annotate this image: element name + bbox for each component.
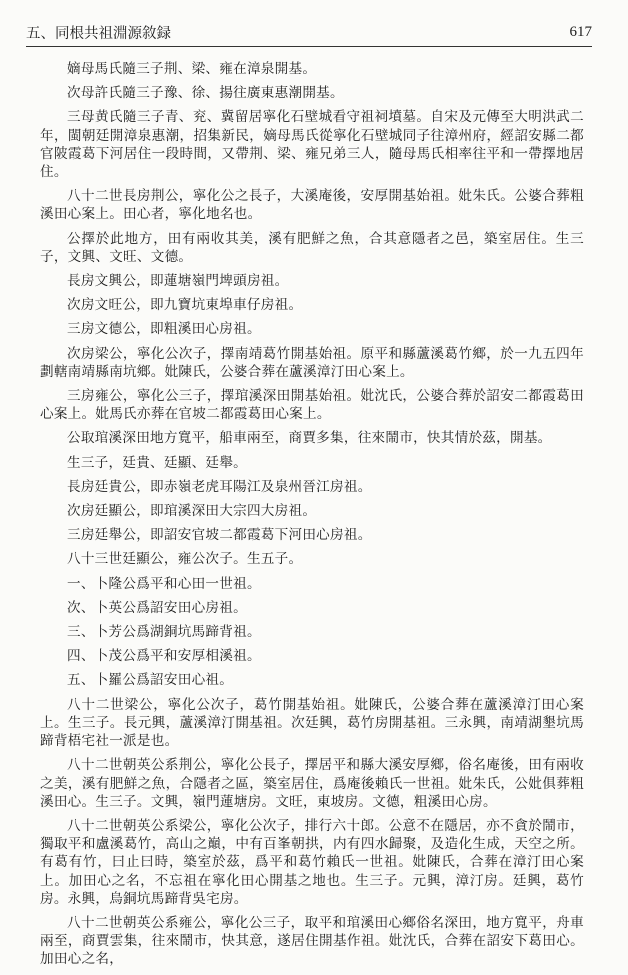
paragraph: 三房雍公，寧化公三子，擇琯溪深田開基始祖。妣沈氏，公婆合葬於詔安二都霞葛田心案上。妣馬氏亦葬在官坡二都霞葛田心案上。 [40,388,584,423]
paragraph: 三房廷舉公，即詔安官坡二都霞葛下河田心房祖。 [67,527,372,544]
paragraph: 次房廷顯公，即琯溪深田大宗四大房祖。 [67,503,317,520]
paragraph: 長房廷貴公，即赤嶺老虎耳陽江及泉州晉江房祖。 [67,478,372,495]
paragraph: 八十二世朝英公系梁公，寧化公次子，排行六十郎。公意不在隱居，亦不貪於鬧市，獨取平和盧溪葛竹，高山之巔，中有百峯朝拱，内有四水歸聚，及造化生成，天空之所。有葛有竹，曰止曰時，築室於茲，爲平和葛竹賴氏一世祖。妣陳氏，合葬在漳汀田心案上。加田心之名，不忘祖在寧化田心開基之地也。生三子。元興，漳汀房。廷興，葛竹房。永興，烏銅坑馬蹄背吳宅房。 [40,817,584,907]
paragraph: 八十二世朝英公系荆公，寧化公長子，擇居平和縣大溪安厚鄉，俗名庵後，田有兩收之美，溪有肥鮮之魚，合隱者之區，築室居住，爲庵後賴氏一世祖。妣朱氏，公妣俱葬粗溪田心。生三子。文興，嶺門蓮塘房。文旺，東坡房。文德，粗溪田心房。 [40,757,584,810]
page-header [26,18,592,47]
paragraph: 一、卜隆公爲平和心田一世祖。 [67,575,261,592]
paragraph: 八十二世長房荆公，寧化公之長子，大溪庵後，安厚開基始祖。妣朱氏。公婆合葬粗溪田心案上。田心者，寧化地名也。 [40,188,584,223]
paragraph: 次房梁公，寧化公次子，擇南靖葛竹開基始祖。原平和縣蘆溪葛竹鄉，於一九五四年劃轄南靖縣南坑鄉。妣陳氏，公婆合葬在蘆溪漳汀田心案上。 [40,345,584,380]
page-number: 617 [569,23,592,40]
paragraph: 次母許氏隨三子豫、徐、揚往廣東惠潮開基。 [67,85,344,102]
running-title: 五、同根共祖淵源敘録 [26,25,171,42]
paragraph: 次、卜英公爲詔安田心房祖。 [67,599,247,616]
paragraph: 八十三世廷顯公，雍公次子。生五子。 [67,551,303,568]
paragraph: 次房文旺公，即九寶坑東埠車仔房祖。 [67,297,303,314]
paragraph: 嫡母馬氏隨三子荆、梁、雍在漳泉開基。 [67,61,317,77]
paragraph: 八十二世梁公，寧化公次子，葛竹開基始祖。妣陳氏，公婆合葬在蘆溪漳汀田心案上。生三子。長元興，蘆溪漳汀開基祖。次廷興，葛竹房開基祖。三永興，南靖湖墾坑馬蹄背梧宅社一派是也。 [40,696,584,750]
paragraph: 三房文德公，即粗溪田心房祖。 [67,321,261,338]
paragraph: 三、卜芳公爲湖銅坑馬蹄背祖。 [67,624,261,641]
paragraph: 公取琯溪深田地方寬平，船車兩至，商賈多集，往來鬧市，快其情於茲，開基。 [67,430,552,447]
paragraph: 五、卜羅公爲詔安田心祖。 [67,672,234,689]
paragraph: 生三子，廷貴、廷顯、廷舉。 [67,454,247,471]
paragraph: 公擇於此地方，田有兩收其美，溪有肥鮮之魚，合其意隱者之邑，築室居住。生三子，文興、文旺、文德。 [40,230,584,265]
paragraph: 長房文興公，即蓮塘嶺門埤頭房祖。 [67,273,289,290]
paragraph: 四、卜茂公爲平和安厚相溪祖。 [67,648,261,665]
paragraph: 三母黄氏隨三子青、兖、冀留居寧化石壁城看守祖祠墳墓。自宋及元傳至大明洪武二年，閩朝廷開漳泉惠潮，招集新民，嫡母馬氏從寧化石壁城同子往漳州府，經詔安縣二都官陂霞葛下河居住一段時間，又帶荆、梁、雍兄弟三人，隨母馬氏相率往平和一帶擇地居住。 [40,109,584,181]
body-text [40,60,584,975]
paragraph: 八十二世朝英公系雍公，寧化公三子，取平和琯溪田心鄉俗名深田，地方寬平，舟車兩至，商賈雲集，往來鬧市，快其意，遂居住開基作祖。妣沈氏，合葬在詔安下葛田心。加田心之名， [40,914,584,968]
